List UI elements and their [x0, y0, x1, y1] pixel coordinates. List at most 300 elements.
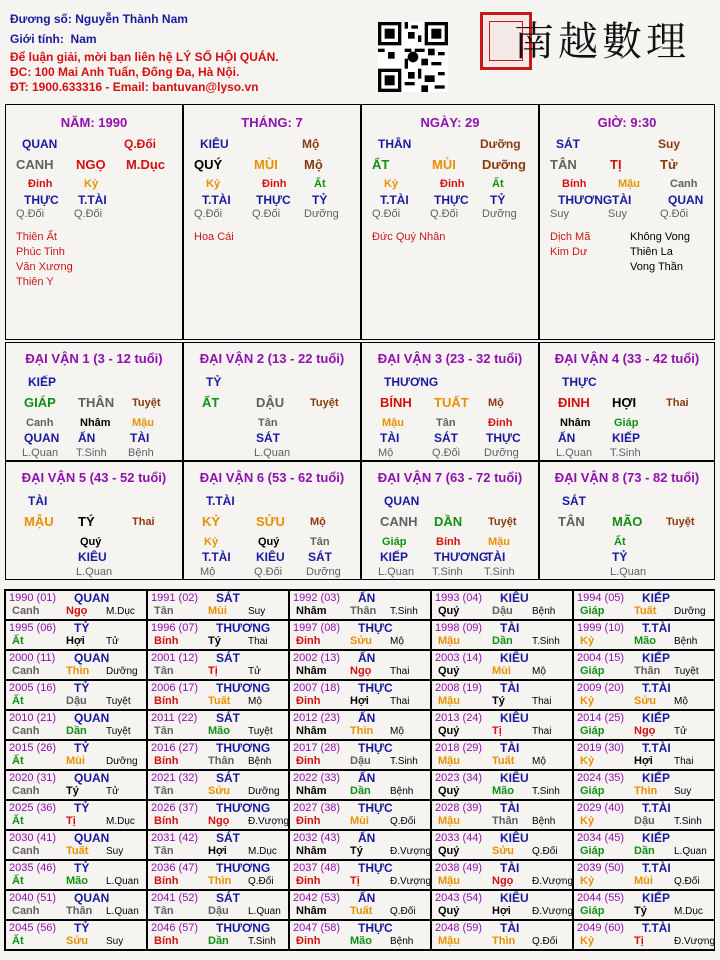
- pillar-cell: Bính: [562, 178, 587, 190]
- year-branch: Mão: [350, 935, 372, 947]
- dai-van-phase: T.Sinh: [484, 566, 515, 578]
- year-phase: T.Sinh: [248, 936, 276, 947]
- dai-van-hidden-god: TỶ: [612, 550, 628, 564]
- year-label: 1993 (04): [435, 592, 483, 604]
- year-label: 2016 (27): [151, 742, 199, 754]
- year-label: 2043 (54): [435, 892, 483, 904]
- year-stem: Nhâm: [296, 605, 327, 617]
- dai-van-hidden-god: QUAN: [24, 431, 60, 445]
- pillar-2: [361, 104, 539, 340]
- year-stem: Mậu: [438, 815, 460, 827]
- year-label: 2000 (11): [9, 652, 56, 664]
- year-label: 2003 (14): [435, 652, 483, 664]
- dai-van-title: ĐẠI VẬN 5 (43 - 52 tuổi): [21, 470, 167, 485]
- name-line: [10, 12, 188, 26]
- dai-van-stem: KỶ: [202, 514, 221, 529]
- pillar-1: [183, 104, 361, 340]
- year-phase: Thai: [532, 726, 552, 737]
- year-god: TÀI: [500, 921, 520, 935]
- year-stem: Ất: [12, 755, 24, 767]
- year-label: 1990 (01): [9, 592, 57, 604]
- year-stem: Đinh: [296, 755, 321, 767]
- year-branch: Tuất: [634, 605, 657, 617]
- year-label: 2013 (24): [435, 712, 483, 724]
- year-branch: Ngọ: [66, 605, 88, 617]
- pillar-note: Vong Thần: [630, 261, 684, 273]
- pillar-title: THÁNG: 7: [241, 115, 303, 130]
- year-god: ẤN: [358, 771, 376, 785]
- year-cell: [147, 740, 289, 770]
- year-stem: Nhâm: [296, 785, 327, 797]
- year-branch: Dần: [208, 935, 229, 947]
- year-branch: Tuất: [66, 845, 89, 857]
- year-god: THƯƠNG: [216, 801, 271, 815]
- year-stem: Ất: [12, 875, 24, 887]
- year-branch: Mùi: [66, 755, 85, 767]
- year-cell: [5, 890, 147, 920]
- year-stem: Quý: [438, 905, 460, 917]
- year-god: KIÊU: [500, 591, 529, 605]
- year-cell: [573, 590, 715, 620]
- dai-van-branch: MÃO: [612, 514, 643, 529]
- year-phase: Bệnh: [532, 816, 556, 827]
- year-cell: [289, 620, 431, 650]
- year-god: QUAN: [74, 891, 110, 905]
- pillar-cell: Suy: [550, 208, 569, 220]
- year-god: THƯƠNG: [216, 621, 271, 635]
- year-phase: T.Sinh: [390, 756, 418, 767]
- dai-van-hidden: Đinh: [488, 417, 513, 429]
- dai-van-god: QUAN: [384, 494, 420, 508]
- year-stem: Đinh: [296, 935, 321, 947]
- year-cell: [289, 650, 431, 680]
- year-god: ẤN: [358, 831, 376, 845]
- year-phase: Suy: [106, 846, 124, 857]
- qr-code-icon: [378, 22, 448, 92]
- year-god: ẤN: [358, 711, 376, 725]
- year-branch: Thân: [208, 755, 235, 767]
- year-god: ẤN: [358, 651, 376, 665]
- year-god: THỰC: [358, 681, 393, 695]
- dai-van-title: ĐẠI VẬN 7 (63 - 72 tuổi): [377, 470, 523, 485]
- year-phase: Đ.Vượng: [532, 876, 574, 887]
- year-branch: Tuất: [492, 755, 515, 767]
- dai-van-hidden: Ất: [614, 536, 626, 548]
- year-stem: Mậu: [438, 875, 460, 887]
- year-cell: [431, 590, 573, 620]
- year-phase: Mộ: [532, 756, 546, 767]
- pillar-note: Thiên Y: [16, 276, 54, 288]
- year-label: 2034 (45): [577, 832, 625, 844]
- pillar-cell: Dưỡng: [480, 137, 521, 151]
- year-phase: M.Dục: [106, 606, 135, 617]
- year-god: KIẾP: [642, 891, 671, 905]
- dai-van-phase: Dưỡng: [484, 447, 519, 459]
- year-cell: [5, 740, 147, 770]
- dai-van-branch: DẬU: [256, 395, 285, 410]
- year-branch: Dậu: [492, 605, 513, 617]
- year-cell: [289, 830, 431, 860]
- year-god: TÀI: [500, 861, 520, 875]
- year-branch: Tị: [350, 875, 360, 887]
- year-label: 2012 (23): [293, 712, 341, 724]
- year-god: TÀI: [500, 801, 520, 815]
- year-cell: [431, 650, 573, 680]
- year-phase: Tuyệt: [248, 726, 273, 737]
- year-branch: Tị: [492, 725, 502, 737]
- pillar-cell: QUAN: [668, 193, 704, 207]
- year-god: T.TÀI: [642, 861, 671, 875]
- year-branch: Mão: [634, 635, 656, 647]
- year-cell: [5, 680, 147, 710]
- pillar-cell: Dưỡng: [482, 208, 517, 220]
- year-branch: Ngọ: [350, 665, 372, 677]
- year-stem: Nhâm: [296, 905, 327, 917]
- dai-van-god: THƯƠNG: [384, 375, 439, 389]
- dai-van-state: Thai: [666, 397, 689, 409]
- dai-van-stem: BÍNH: [380, 395, 412, 410]
- year-label: 2029 (40): [577, 802, 625, 814]
- year-god: THỰC: [358, 801, 393, 815]
- year-phase: Dưỡng: [106, 666, 138, 677]
- pillar-note: Không Vong: [630, 231, 690, 243]
- year-cell: [147, 770, 289, 800]
- pillar-cell: TỶ: [312, 193, 328, 207]
- dai-van-hidden: Mậu: [488, 536, 510, 548]
- dai-van-hidden-god: KIẾP: [380, 550, 409, 564]
- year-cell: [573, 770, 715, 800]
- pillar-cell: THỰC: [24, 193, 59, 207]
- year-god: SÁT: [216, 711, 240, 725]
- year-cell: [573, 890, 715, 920]
- year-god: SÁT: [216, 831, 240, 845]
- year-phase: T.Sinh: [532, 636, 560, 647]
- pillar-cell: QUAN: [22, 137, 58, 151]
- year-stem: Kỷ: [580, 935, 595, 947]
- dai-van-god: THỰC: [562, 375, 597, 389]
- dai-van-5: [5, 461, 183, 580]
- pillar-cell: Q.Đối: [124, 137, 156, 151]
- year-cell: [289, 800, 431, 830]
- dai-van-hidden: Kỷ: [204, 536, 219, 548]
- pillar-cell: T.TÀI: [380, 193, 409, 207]
- address-line: ĐC: 100 Mai Anh Tuấn, Đống Đa, Hà Nội.: [10, 65, 240, 79]
- year-branch: Sửu: [66, 935, 89, 947]
- year-phase: Bệnh: [390, 786, 414, 797]
- year-stem: Giáp: [580, 665, 605, 677]
- dai-van-stem: GIÁP: [24, 395, 56, 410]
- pillar-cell: Đinh: [262, 178, 287, 190]
- year-grid: [4, 589, 715, 951]
- year-stem: Kỷ: [580, 635, 595, 647]
- year-label: 2032 (43): [293, 832, 341, 844]
- year-label: 1996 (07): [151, 622, 199, 634]
- year-cell: [147, 590, 289, 620]
- year-branch: Tị: [66, 815, 76, 827]
- year-branch: Mùi: [492, 665, 511, 677]
- year-god: T.TÀI: [642, 921, 671, 935]
- year-cell: [431, 770, 573, 800]
- year-cell: [5, 860, 147, 890]
- year-stem: Nhâm: [296, 665, 327, 677]
- dai-van-branch: THÂN: [78, 395, 115, 410]
- year-god: KIẾP: [642, 831, 671, 845]
- dai-van-hidden: Bính: [436, 536, 461, 548]
- year-label: 2039 (50): [577, 862, 625, 874]
- year-stem: Quý: [438, 845, 460, 857]
- year-cell: [289, 920, 431, 950]
- pillar-cell: M.Dục: [126, 157, 165, 172]
- year-branch: Tuất: [350, 905, 373, 917]
- year-god: THƯƠNG: [216, 741, 271, 755]
- year-god: TỶ: [74, 621, 90, 635]
- year-cell: [147, 830, 289, 860]
- pillar-cell: Kỷ: [84, 178, 99, 190]
- dai-van-hidden-god: TÀI: [486, 550, 506, 564]
- dai-van-hidden-god: KIÊU: [78, 550, 107, 564]
- pillar-cell: Q.Đối: [74, 208, 103, 220]
- pillar-cell: Dưỡng: [482, 157, 526, 172]
- year-cell: [289, 860, 431, 890]
- year-cell: [573, 680, 715, 710]
- year-branch: Thân: [350, 605, 377, 617]
- year-god: TÀI: [500, 681, 520, 695]
- year-label: 1995 (06): [9, 622, 57, 634]
- year-cell: [5, 800, 147, 830]
- year-god: KIẾP: [642, 651, 671, 665]
- year-phase: Q.Đối: [390, 816, 416, 827]
- year-god: KIÊU: [500, 831, 529, 845]
- year-stem: Bính: [154, 635, 179, 647]
- pillar-cell: Tử: [660, 157, 678, 172]
- dai-van-branch: SỬU: [256, 514, 285, 529]
- dai-van-hidden: Quý: [80, 536, 102, 548]
- year-label: 2024 (35): [577, 772, 625, 784]
- year-label: 2014 (25): [577, 712, 625, 724]
- year-label: 2031 (42): [151, 832, 199, 844]
- year-god: QUAN: [74, 711, 110, 725]
- dai-van-hidden-god: THƯƠNG: [434, 550, 489, 564]
- year-branch: Tý: [634, 905, 647, 917]
- dai-van-hidden: Mậu: [132, 417, 154, 429]
- year-label: 1992 (03): [293, 592, 341, 604]
- dai-van-hidden-god: SÁT: [256, 431, 280, 445]
- year-stem: Tân: [154, 845, 174, 857]
- dai-van-hidden: Mậu: [382, 417, 404, 429]
- year-phase: Bệnh: [674, 636, 698, 647]
- year-branch: Hợi: [208, 845, 227, 857]
- pillar-note: Phúc Tinh: [16, 246, 65, 258]
- year-stem: Giáp: [580, 725, 605, 737]
- year-stem: Đinh: [296, 815, 321, 827]
- year-cell: [289, 710, 431, 740]
- year-stem: Kỷ: [580, 755, 595, 767]
- year-label: 2010 (21): [9, 712, 57, 724]
- year-branch: Tý: [492, 695, 505, 707]
- year-phase: Mộ: [674, 696, 688, 707]
- year-cell: [431, 620, 573, 650]
- pillar-cell: T.TÀI: [202, 193, 231, 207]
- year-cell: [5, 620, 147, 650]
- pillar-cell: THÂN: [378, 137, 412, 151]
- pillar-cell: Ất: [314, 178, 326, 190]
- year-phase: Thai: [390, 666, 410, 677]
- year-label: 2033 (44): [435, 832, 483, 844]
- year-branch: Hợi: [66, 635, 85, 647]
- pillar-cell: Suy: [608, 208, 627, 220]
- year-phase: Q.Đối: [674, 876, 700, 887]
- year-label: 2044 (55): [577, 892, 625, 904]
- year-stem: Ất: [12, 935, 24, 947]
- year-phase: Tử: [674, 726, 687, 737]
- dai-van-hidden: Tân: [310, 536, 330, 548]
- year-god: KIÊU: [500, 711, 529, 725]
- year-cell: [289, 890, 431, 920]
- year-phase: Tử: [106, 636, 119, 647]
- year-phase: Q.Đối: [248, 876, 274, 887]
- year-phase: Dưỡng: [674, 606, 706, 617]
- year-branch: Thìn: [66, 665, 90, 677]
- year-label: 2005 (16): [9, 682, 57, 694]
- year-branch: Thìn: [350, 725, 374, 737]
- year-label: 2040 (51): [9, 892, 57, 904]
- pillar-cell: THƯƠNG: [558, 193, 613, 207]
- year-branch: Dậu: [634, 815, 655, 827]
- year-phase: Dưỡng: [106, 756, 138, 767]
- name-label: Đương số:: [10, 12, 72, 26]
- year-stem: Canh: [12, 725, 40, 737]
- dai-van-hidden: Quý: [258, 536, 280, 548]
- year-phase: Thai: [674, 756, 694, 767]
- pillar-cell: ẤT: [372, 157, 390, 172]
- year-branch: Sửu: [492, 845, 515, 857]
- year-stem: Ất: [12, 635, 24, 647]
- dai-van-phase: T.Sinh: [610, 447, 641, 459]
- pillar-cell: Kỷ: [206, 178, 221, 190]
- year-god: THỰC: [358, 861, 393, 875]
- year-branch: Thân: [634, 665, 661, 677]
- year-cell: [147, 800, 289, 830]
- year-cell: [289, 740, 431, 770]
- year-cell: [431, 710, 573, 740]
- year-label: 2028 (39): [435, 802, 483, 814]
- year-stem: Bính: [154, 875, 179, 887]
- pillar-cell: Q.Đối: [660, 208, 689, 220]
- year-phase: Thai: [248, 636, 268, 647]
- year-label: 2035 (46): [9, 862, 57, 874]
- gender-label: Giới tính:: [10, 32, 64, 46]
- year-phase: Suy: [674, 786, 692, 797]
- dai-van-hidden: Nhâm: [560, 417, 591, 429]
- dai-van-state: Tuyệt: [132, 397, 161, 409]
- year-stem: Ất: [12, 815, 24, 827]
- year-phase: M.Dục: [248, 846, 277, 857]
- year-cell: [431, 800, 573, 830]
- pillar-cell: Kỷ: [384, 178, 399, 190]
- year-cell: [573, 740, 715, 770]
- dai-van-phase: L.Quan: [556, 447, 593, 459]
- dai-van-state: Tuyệt: [310, 397, 339, 409]
- year-god: TÀI: [500, 621, 520, 635]
- year-stem: Giáp: [580, 905, 605, 917]
- year-branch: Mùi: [208, 605, 227, 617]
- year-god: SÁT: [216, 771, 240, 785]
- year-stem: Đinh: [296, 695, 321, 707]
- dai-van-hidden-god: SÁT: [434, 431, 458, 445]
- dai-van-title: ĐẠI VẬN 3 (23 - 32 tuổi): [377, 351, 523, 366]
- pillar-note: Thiên Ất: [16, 231, 57, 243]
- year-god: THƯƠNG: [216, 921, 271, 935]
- year-label: 2008 (19): [435, 682, 483, 694]
- year-stem: Bính: [154, 695, 179, 707]
- year-phase: Thai: [390, 696, 410, 707]
- year-branch: Hợi: [492, 905, 511, 917]
- dai-van-3: [361, 342, 539, 461]
- year-phase: Thai: [532, 696, 552, 707]
- year-stem: Ất: [12, 695, 24, 707]
- dai-van-branch: TÝ: [78, 514, 95, 529]
- dai-van-4: [539, 342, 715, 461]
- year-stem: Canh: [12, 905, 40, 917]
- year-branch: Tý: [350, 845, 363, 857]
- year-cell: [5, 590, 147, 620]
- year-label: 2027 (38): [293, 802, 341, 814]
- year-phase: Mộ: [532, 666, 546, 677]
- year-god: KIÊU: [500, 771, 529, 785]
- year-cell: [431, 830, 573, 860]
- year-cell: [147, 890, 289, 920]
- year-god: TỶ: [74, 861, 90, 875]
- dai-van-stem: MẬU: [24, 514, 54, 529]
- year-god: T.TÀI: [642, 681, 671, 695]
- year-branch: Mão: [492, 785, 514, 797]
- year-label: 2047 (58): [293, 922, 341, 934]
- year-phase: L.Quan: [106, 906, 139, 917]
- year-cell: [147, 920, 289, 950]
- year-phase: M.Dục: [674, 906, 703, 917]
- dai-van-phase: Bệnh: [128, 447, 154, 459]
- year-god: KIẾP: [642, 591, 671, 605]
- year-phase: Tuyệt: [106, 726, 131, 737]
- year-phase: Tử: [106, 786, 119, 797]
- year-cell: [5, 830, 147, 860]
- year-branch: Sửu: [634, 695, 657, 707]
- gender-value: Nam: [70, 32, 97, 46]
- pillar-cell: Dưỡng: [304, 208, 339, 220]
- year-stem: Kỷ: [580, 815, 595, 827]
- pillar-title: NĂM: 1990: [60, 115, 128, 130]
- pillar-cell: TỶ: [490, 193, 506, 207]
- year-label: 2019 (30): [577, 742, 625, 754]
- year-branch: Ngọ: [208, 815, 230, 827]
- year-cell: [5, 770, 147, 800]
- year-branch: Dần: [66, 725, 87, 737]
- pillar-cell: NGỌ: [76, 157, 106, 172]
- year-cell: [573, 800, 715, 830]
- year-label: 2030 (41): [9, 832, 57, 844]
- year-phase: T.Sinh: [674, 816, 702, 827]
- year-branch: Dậu: [66, 695, 87, 707]
- year-god: THỰC: [358, 741, 393, 755]
- dai-van-god: TỶ: [206, 375, 222, 389]
- year-branch: Tị: [208, 665, 218, 677]
- year-cell: [5, 710, 147, 740]
- pillar-note: Văn Xương: [16, 261, 73, 273]
- pillar-cell: T.TÀI: [78, 193, 107, 207]
- year-phase: Đ.Vượng: [390, 846, 432, 857]
- dai-van-hidden-god: SÁT: [308, 550, 332, 564]
- year-cell: [431, 920, 573, 950]
